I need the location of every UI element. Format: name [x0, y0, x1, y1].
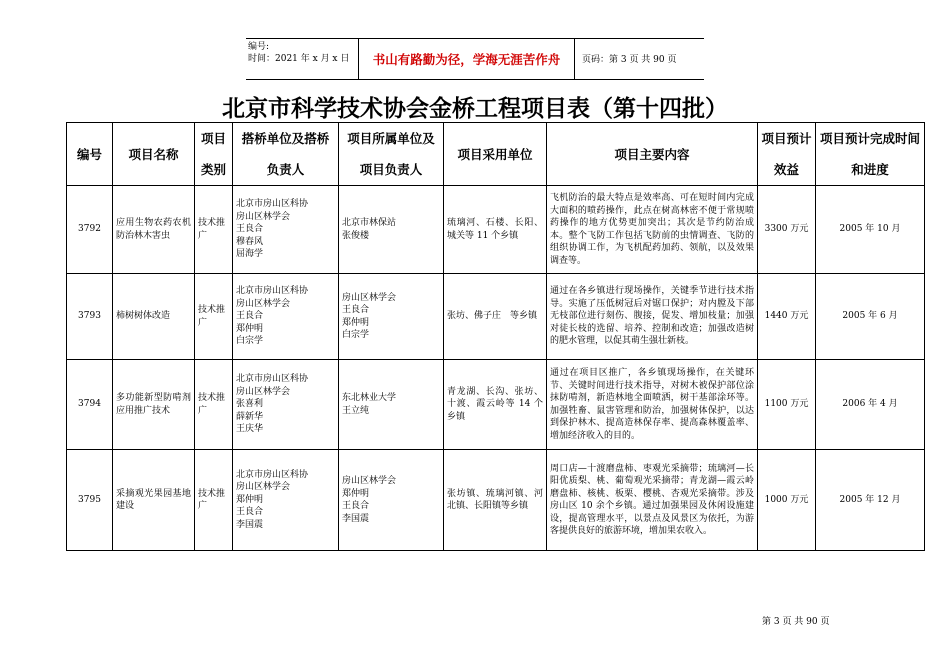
- bridge-unit-line: 房山区林学会: [236, 386, 291, 397]
- table-row: [67, 360, 925, 450]
- header-number: 编号:: [248, 42, 270, 52]
- header-meta: [248, 41, 349, 65]
- cell-owner-units: [339, 450, 444, 551]
- owner-unit-line: 白宗学: [342, 330, 370, 340]
- owner-unit-line: 王良合: [342, 305, 370, 315]
- owner-unit-line: 房山区林学会: [342, 292, 397, 303]
- cell-completion: 2006 年 4 月: [816, 360, 925, 450]
- owner-unit-line: 东北林业大学: [342, 393, 397, 403]
- bridge-unit-line: 房山区林学会: [236, 482, 291, 493]
- owner-unit-line: 张俊楼: [342, 230, 370, 241]
- bridge-unit-line: 房山区林学会: [236, 211, 291, 222]
- cell-bridge-units: [233, 360, 339, 450]
- header-cell: 编号: [67, 123, 113, 186]
- header-cell: 项目预计完成时间和进度: [816, 123, 925, 186]
- bridge-unit-line: 北京市房山区科协: [236, 199, 309, 210]
- bridge-unit-line: 郑仲明: [236, 494, 264, 505]
- page-title: 北京市科学技术协会金桥工程项目表（第十四批）: [222, 95, 728, 122]
- header-cell: 搭桥单位及搭桥负责人: [233, 123, 339, 186]
- header-cell: 项目主要内容: [547, 123, 758, 186]
- header-cell: 项目名称: [113, 123, 195, 186]
- cell-category: 技术推广: [195, 360, 233, 450]
- cell-project-name: 采摘观光果园基地建设: [113, 450, 195, 551]
- cell-completion: 2005 年 6 月: [816, 274, 925, 360]
- table-row: [67, 186, 925, 274]
- cell-adopters: 青龙湖、长沟、张坊、十渡、霞云岭等 14 个乡镇: [444, 360, 547, 450]
- owner-unit-line: 北京市林保站: [342, 218, 397, 228]
- header-cell: 项目类别: [195, 123, 233, 186]
- header-cell: 项目采用单位: [444, 123, 547, 186]
- cell-content: 通过在项目区推广，各乡镇现场操作，在关键环节、关键时间进行技术指导，对树木被保护部位涂抹防啃剂，新造林地全面喷洒，树干基部涂环等。加强牲畜、鼠害管理和防治，加强树体保护，以达到保护林木、提高造林保存率、提高森林覆盖率、增加经济收入的目的。: [547, 360, 758, 450]
- cell-id: 3793: [67, 274, 113, 360]
- cell-benefit: 1000 万元: [758, 450, 816, 551]
- owner-unit-line: 房山区林学会: [342, 476, 397, 486]
- owner-unit-line: 王立纯: [342, 405, 370, 416]
- cell-project-name: 多功能新型防啃剂应用推广技术: [113, 360, 195, 450]
- header-cell: 项目预计效益: [758, 123, 816, 186]
- bridge-unit-line: 李国震: [236, 519, 264, 530]
- cell-project-name: 应用生物农药农机防治林木害虫: [113, 186, 195, 274]
- bridge-unit-line: 王良合: [236, 507, 264, 518]
- cell-category: 技术推广: [195, 186, 233, 274]
- cell-id: 3795: [67, 450, 113, 551]
- bridge-unit-line: 北京市房山区科协: [236, 374, 309, 385]
- cell-category: 技术推广: [195, 274, 233, 360]
- cell-bridge-units: [233, 450, 339, 551]
- header-cell: 项目所属单位及项目负责人: [339, 123, 444, 186]
- cell-adopters: 琉璃河、石楼、长阳、城关等 11 个乡镇: [444, 186, 547, 274]
- header-page-number: 页码：第 3 页 共 90 页: [582, 55, 677, 65]
- cell-content: 通过在各乡镇进行现场操作，关键季节进行技术指导。实施了压低树冠后对锯口保护；对内膛及下部无枝部位进行刻伤、腹接，促发、增加枝量；加强对徒长枝的选留、培养、控制和改造；加强改造树的肥水管理，以促其萌生强壮新枝。: [547, 274, 758, 360]
- cell-id: 3794: [67, 360, 113, 450]
- bridge-unit-line: 白宗学: [236, 336, 264, 347]
- bridge-unit-line: 房山区林学会: [236, 298, 291, 309]
- cell-bridge-units: [233, 186, 339, 274]
- cell-adopters: 张坊、佛子庄 等乡镇: [444, 274, 547, 360]
- table-row: [67, 274, 925, 360]
- project-table: [66, 122, 925, 551]
- bridge-unit-line: 穆春风: [236, 236, 264, 247]
- bridge-unit-line: 郑仲明: [236, 323, 264, 334]
- header-time: 时间：2021 年 x 月 x 日: [248, 54, 350, 64]
- cell-benefit: 1100 万元: [758, 360, 816, 450]
- bridge-unit-line: 王庆华: [236, 424, 264, 435]
- owner-unit-line: 王良合: [342, 501, 370, 511]
- bridge-unit-line: 王良合: [236, 224, 264, 235]
- cell-completion: 2005 年 12 月: [816, 450, 925, 551]
- bridge-unit-line: 北京市房山区科协: [236, 469, 309, 480]
- cell-category: 技术推广: [195, 450, 233, 551]
- bridge-unit-line: 张喜利: [236, 399, 264, 410]
- cell-owner-units: [339, 360, 444, 450]
- table-header-row: [67, 123, 925, 186]
- cell-content: 周口店—十渡磨盘柿、枣观光采摘带；琉璃河—长阳优质梨、桃、葡萄观光采摘带；青龙湖—霞云岭磨盘柿、核桃、板栗、樱桃、杏观光采摘带。涉及房山区 10 余个乡镇。通过加强果园及休闲设施建设，提高管理水平，以景点及风景区为依托，为游客提供良好的旅游环境，增加果农收入。: [547, 450, 758, 551]
- cell-completion: 2005 年 10 月: [816, 186, 925, 274]
- bridge-unit-line: 北京市房山区科协: [236, 286, 309, 297]
- cell-id: 3792: [67, 186, 113, 274]
- bridge-unit-line: 王良合: [236, 311, 264, 322]
- cell-owner-units: [339, 186, 444, 274]
- cell-bridge-units: [233, 274, 339, 360]
- page-header: [246, 38, 704, 80]
- cell-content: 飞机防治的最大特点是效率高、可在短时间内完成大面积的喷药操作，此点在树高林密不便于常规喷药操作的地方优势更加突出；其次是节约防治成本。整个飞防工作包括飞防前的虫情调查、飞防的组织协调工作，为飞机配药加药、领航，以及效果调查等。: [547, 186, 758, 274]
- cell-benefit: 1440 万元: [758, 274, 816, 360]
- table-row: [67, 450, 925, 551]
- owner-unit-line: 李国震: [342, 513, 370, 524]
- cell-owner-units: [339, 274, 444, 360]
- page-footer: 第 3 页 共 90 页: [762, 617, 830, 627]
- owner-unit-line: 郑仲明: [342, 488, 370, 499]
- bridge-unit-line: 薛新华: [236, 411, 264, 422]
- cell-project-name: 柿树树体改造: [113, 274, 195, 360]
- owner-unit-line: 郑仲明: [342, 317, 370, 328]
- bridge-unit-line: 屈海学: [236, 249, 264, 260]
- header-motto: 书山有路勤为径，学海无涯苦作舟: [358, 39, 575, 79]
- cell-adopters: 张坊镇、琉璃河镇、河北镇、长阳镇等乡镇: [444, 450, 547, 551]
- cell-benefit: 3300 万元: [758, 186, 816, 274]
